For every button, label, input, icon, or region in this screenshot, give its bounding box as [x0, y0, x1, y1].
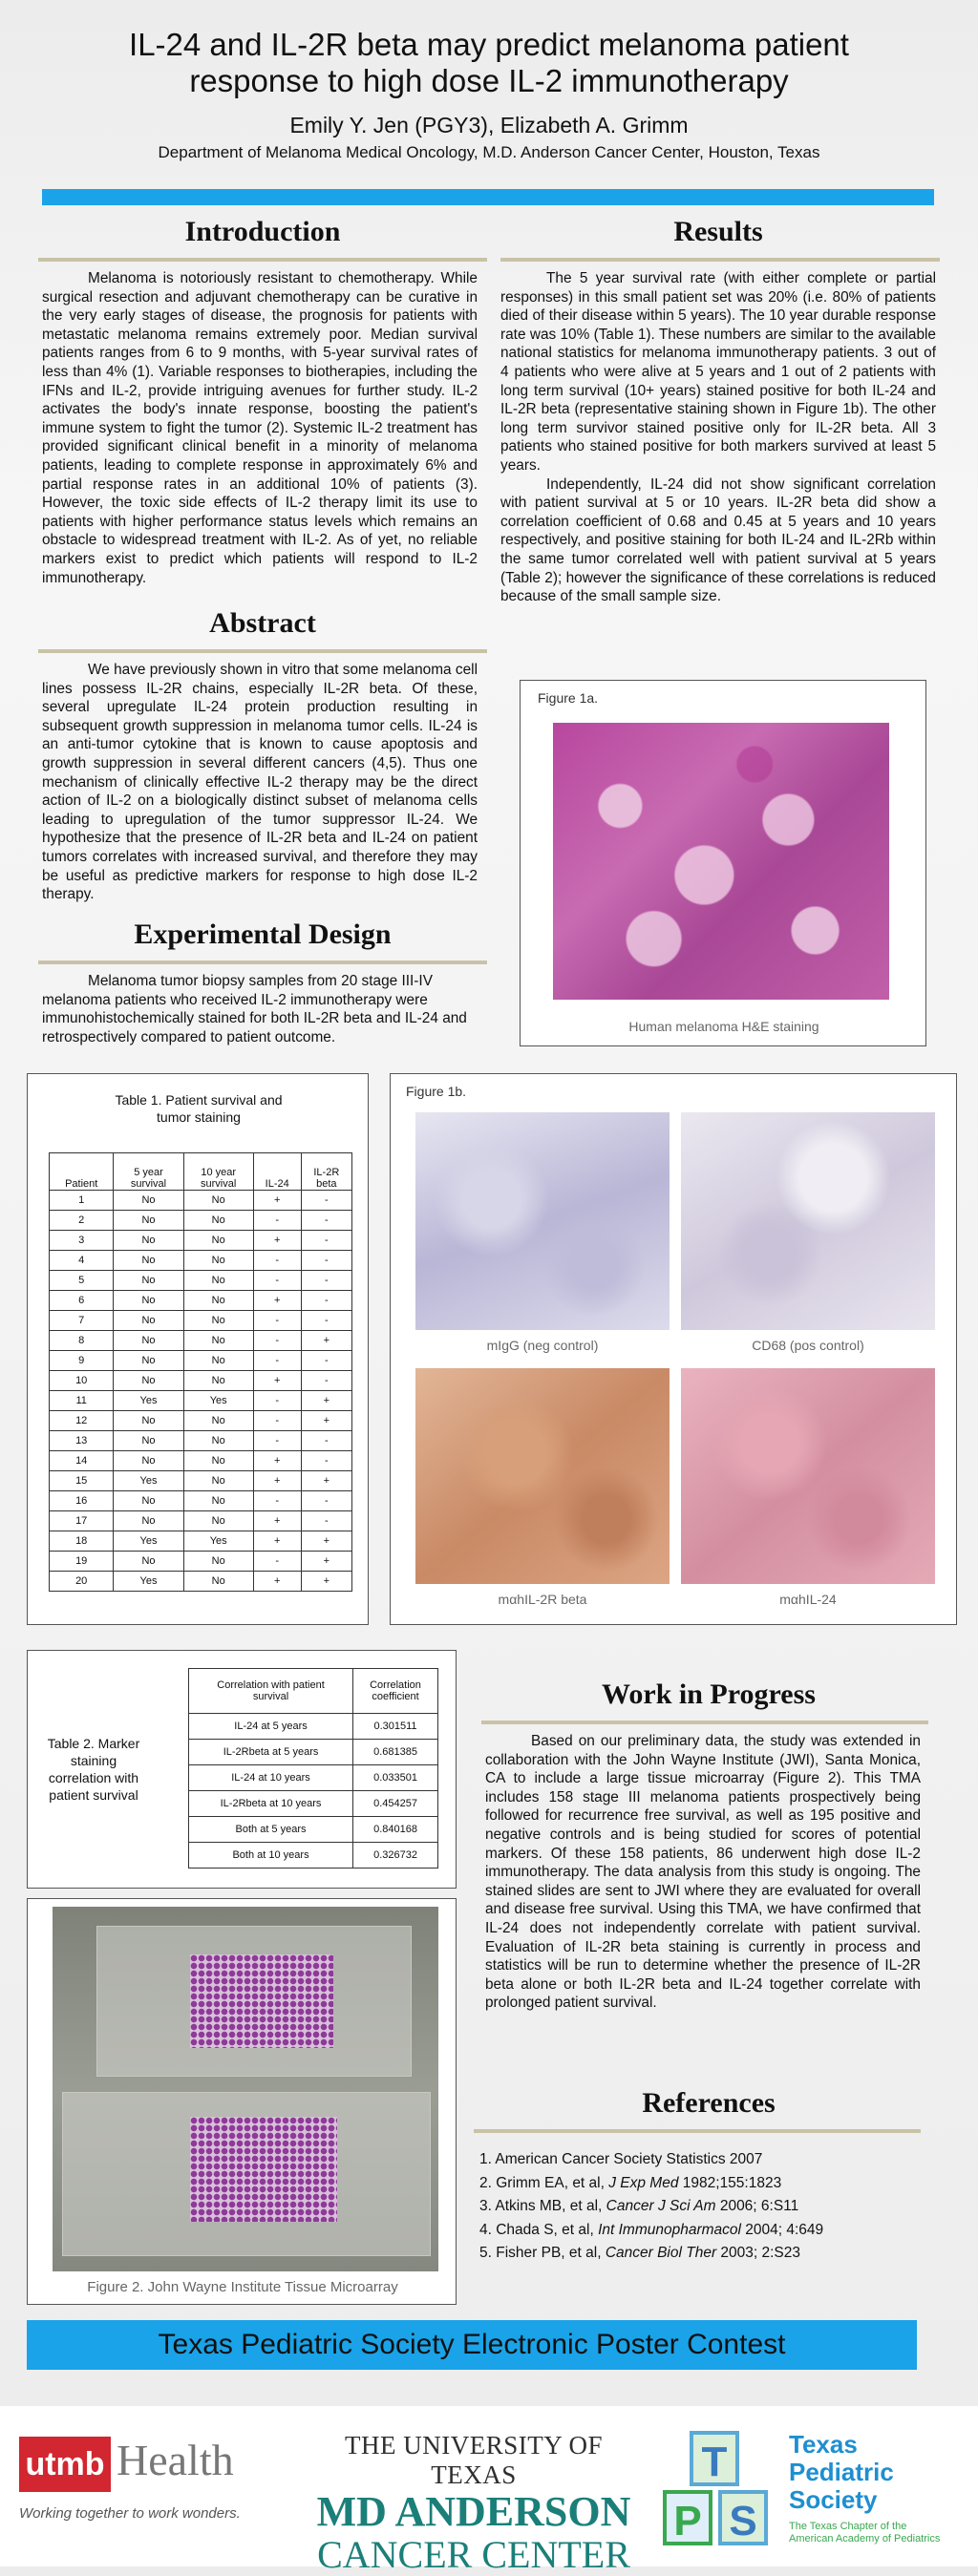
table-2-cell: Both at 5 years	[189, 1817, 353, 1843]
figure-1a	[520, 680, 926, 1046]
table-2-cell: 0.681385	[353, 1740, 438, 1765]
table-1-cell: -	[253, 1391, 301, 1411]
table-2-cell: Both at 10 years	[189, 1843, 353, 1869]
table-1-cell: +	[301, 1531, 351, 1552]
table-1-cell: -	[301, 1431, 351, 1451]
table-2-row	[189, 1817, 438, 1843]
table-1-cell: No	[183, 1511, 253, 1531]
table-1-cell: Yes	[114, 1572, 183, 1592]
table-2-cell: IL-2Rbeta at 5 years	[189, 1740, 353, 1765]
table-1-cell: -	[301, 1271, 351, 1291]
slide-2-array	[190, 2117, 337, 2222]
table-1-row	[50, 1331, 352, 1351]
title-line-1: IL-24 and IL-2R beta may predict melanoma patient	[129, 27, 849, 62]
results-text	[500, 269, 936, 606]
md-anderson-logo	[302, 2431, 646, 2576]
table-1-cell: 17	[50, 1511, 114, 1531]
table-1-cell: No	[114, 1291, 183, 1311]
table-1-cell: No	[183, 1411, 253, 1431]
table-1-header-row	[50, 1153, 352, 1191]
table-1-cell: +	[253, 1191, 301, 1211]
table-1-cell: 8	[50, 1331, 114, 1351]
table-2-cell: 0.326732	[353, 1843, 438, 1869]
table-1-cell: 13	[50, 1431, 114, 1451]
figure-1b-caption-2: CD68 (pos control)	[752, 1338, 864, 1353]
table-1-cell: Yes	[114, 1471, 183, 1491]
table-1-row	[50, 1291, 352, 1311]
reference-item: 3. Atkins MB, et al, Cancer J Sci Am 2006; 6:S11	[479, 2198, 799, 2214]
table-1-cell: -	[301, 1371, 351, 1391]
table-1-cell: Yes	[183, 1391, 253, 1411]
table-1-cell: 15	[50, 1471, 114, 1491]
table-2-row	[189, 1765, 438, 1791]
top-accent-bar	[42, 189, 934, 205]
table-1-row	[50, 1491, 352, 1511]
table-2-cell: 0.454257	[353, 1791, 438, 1817]
table-1-cell: No	[183, 1331, 253, 1351]
reference-item: 1. American Cancer Society Statistics 2007	[479, 2151, 763, 2167]
table-1-cell: -	[301, 1451, 351, 1471]
table-2-row	[189, 1791, 438, 1817]
table-1-row	[50, 1271, 352, 1291]
table-1-cell: +	[253, 1511, 301, 1531]
table-1-row	[50, 1391, 352, 1411]
table-1-cell: 20	[50, 1572, 114, 1592]
table-2-row	[189, 1740, 438, 1765]
results-rule	[500, 258, 940, 262]
results-heading: Results	[673, 216, 763, 247]
table-1-row	[50, 1451, 352, 1471]
table-1-cell: -	[301, 1311, 351, 1331]
table-1-cell: No	[114, 1491, 183, 1511]
table-1-cell: Yes	[114, 1531, 183, 1552]
results-paragraph-1: The 5 year survival rate (with either complete or partial responses) in this small patient set was 20% (i.e. 80% of patients died of their disease within 5 years). The 10 year durable response rate was 10% (Table 1). These numbers are similar to the available national statistics for melanoma immunotherapy patients. 3 out of 4 patients who were alive at 5 years and 1 out of 2 patients with long term survival (10+ years) stained positive for both IL-24 and IL-2R beta (representative staining shown in Figure 1b). The other long term survivor stained positive only for IL-2R beta. All 3 patients who stained positive for both markers survived at least 5 years.	[500, 270, 936, 474]
introduction-rule	[38, 258, 487, 262]
table-1-row	[50, 1251, 352, 1271]
table-1-cell: -	[253, 1311, 301, 1331]
table-1-cell: -	[253, 1491, 301, 1511]
table-1-cell: No	[183, 1491, 253, 1511]
table-2	[188, 1668, 438, 1869]
introduction-text: Melanoma is notoriously resistant to chemotherapy. While surgical resection and adjuvant chemotherapy can be curative in the very early stages of disease, the prognosis for patients with metastatic melanoma remains extremely poor. Median survival patients ranges from 6 to 9 months, with 5-year survival rates of less than 4% (1). Variable responses to biotherapies, including the IFNs and IL-2, provide intriguing avenues for further study. IL-2 activates the body's innate response, boosting the patient's immune system to fight the tumor (2). Systemic IL-2 treatment has provided significant clinical benefit in a minority of melanoma patients, leading to complete response in approximately 6% and partial response rates in an additional 10% of patients (3). However, the toxic side effects of IL-2 therapy limit its use to patients with higher performance status levels which remains an obstacle to widespread treatment with IL-2. As of yet, no reliable markers exist to predict which patients will respond to IL-2 immunotherapy.	[42, 270, 478, 586]
table-1-row	[50, 1311, 352, 1331]
table-1-cell: -	[253, 1251, 301, 1271]
reference-item: 2. Grimm EA, et al, J Exp Med 1982;155:1823	[479, 2174, 782, 2191]
table-1-cell: -	[253, 1351, 301, 1371]
experimental-design-rule	[38, 961, 487, 964]
table-1-cell: 9	[50, 1351, 114, 1371]
tps-block-t: T	[690, 2431, 739, 2486]
table-1-cell: +	[253, 1291, 301, 1311]
table-1-cell: 1	[50, 1191, 114, 1211]
footer-logos	[0, 2406, 978, 2576]
table-1-cell: +	[301, 1471, 351, 1491]
table-1-cell: +	[253, 1531, 301, 1552]
table-1-cell: +	[253, 1572, 301, 1592]
utmb-logo-box: utmb	[19, 2437, 111, 2492]
table-2-caption: Table 2. Marker staining correlation with patient survival	[47, 1736, 140, 1803]
figure-1b-label: Figure 1b.	[406, 1084, 467, 1099]
table-1-cell: No	[114, 1351, 183, 1371]
reference-item: 4. Chada S, et al, Int Immunopharmacol 2004; 4:649	[479, 2221, 824, 2238]
table-1-cell: No	[183, 1552, 253, 1572]
table-2-cell: 0.033501	[353, 1765, 438, 1791]
table-1-cell: 19	[50, 1552, 114, 1572]
table-1-cell: No	[114, 1331, 183, 1351]
table-1-cell: 10	[50, 1371, 114, 1391]
table-1-cell: No	[114, 1191, 183, 1211]
table-1-cell: No	[183, 1291, 253, 1311]
table-1-row	[50, 1511, 352, 1531]
slide-1-array	[190, 1954, 333, 2048]
table-1-cell: No	[183, 1431, 253, 1451]
table-1-cell: +	[301, 1572, 351, 1592]
tps-block-s: S	[718, 2490, 768, 2545]
tps-block-p: P	[663, 2490, 712, 2545]
table-1-row	[50, 1552, 352, 1572]
table-1-cell: -	[253, 1411, 301, 1431]
table-1-cell: -	[301, 1251, 351, 1271]
table-1-cell: +	[253, 1371, 301, 1391]
table-1-cell: 16	[50, 1491, 114, 1511]
tps-subtitle: The Texas Chapter of the American Academy of Pediatrics	[789, 2521, 941, 2544]
poster-title	[38, 27, 940, 99]
table-2-row	[189, 1843, 438, 1869]
il2r-beta-stain-image	[415, 1368, 670, 1584]
table-2-cell: IL-24 at 5 years	[189, 1714, 353, 1740]
table-2-cell: 0.301511	[353, 1714, 438, 1740]
table-1-cell: 12	[50, 1411, 114, 1431]
abstract-text: We have previously shown in vitro that some melanoma cell lines possess IL-2R chains, especially IL-2R beta. Of these, several upregulate IL-24 protein production resulting in subsequent growth suppression in melanoma tumor cells. IL-24 is an anti-tumor cytokine that is known to cause apoptosis and growth suppression in several different cancers (4,5). Thus one mechanism of clinically effective IL-2 therapy may be the direct action of IL-2 on a biologically distinct subset of melanoma cells leading to upregulation of the tumor suppressor IL-24. We hypothesize that the presence of IL-2R beta and IL-24 on patient tumors correlates with increased survival, and therefore they may be useful as predictive markers for response to high dose IL-2 therapy.	[42, 662, 478, 903]
table-1-header-cell: IL-2R beta	[301, 1153, 351, 1191]
table-1-cell: +	[301, 1331, 351, 1351]
table-1-cell: No	[183, 1191, 253, 1211]
figure-1b-caption-1: mIgG (neg control)	[486, 1338, 599, 1353]
table-1-row	[50, 1191, 352, 1211]
table-1-cell: 6	[50, 1291, 114, 1311]
table-1-row	[50, 1531, 352, 1552]
il24-stain-image	[681, 1368, 935, 1584]
table-1-cell: -	[253, 1431, 301, 1451]
utmb-tagline: Working together to work wonders.	[19, 2505, 241, 2522]
authors: Emily Y. Jen (PGY3), Elizabeth A. Grimm	[289, 113, 689, 137]
table-2-box	[27, 1650, 457, 1889]
table-1-cell: 5	[50, 1271, 114, 1291]
table-1-cell: No	[183, 1211, 253, 1231]
table-1-row	[50, 1371, 352, 1391]
references-list	[479, 2148, 928, 2266]
table-1	[49, 1152, 352, 1592]
work-in-progress-heading: Work in Progress	[602, 1679, 816, 1710]
table-1-cell: No	[183, 1371, 253, 1391]
table-1-cell: No	[183, 1251, 253, 1271]
table-1-cell: +	[301, 1411, 351, 1431]
table-1-row	[50, 1411, 352, 1431]
figure-2	[27, 1898, 457, 2305]
table-1-cell: No	[114, 1552, 183, 1572]
utmb-health-text: Health	[117, 2436, 234, 2484]
table-1-header-cell: Patient	[50, 1153, 114, 1191]
mlgg-stain-image	[415, 1112, 670, 1330]
contest-banner: Texas Pediatric Society Electronic Poster Contest	[27, 2320, 917, 2370]
tps-name: Texas Pediatric Society	[789, 2430, 894, 2514]
table-2-header-cell: Correlation with patient survival	[189, 1669, 353, 1714]
table-1-cell: -	[301, 1291, 351, 1311]
introduction-heading: Introduction	[184, 216, 341, 247]
table-1-cell: 14	[50, 1451, 114, 1471]
table-1-cell: No	[114, 1431, 183, 1451]
table-1-cell: No	[183, 1451, 253, 1471]
table-1-cell: 7	[50, 1311, 114, 1331]
table-1-row	[50, 1431, 352, 1451]
tissue-microarray-photo	[53, 1907, 438, 2271]
reference-item: 5. Fisher PB, et al, Cancer Biol Ther 2003; 2:S23	[479, 2245, 801, 2261]
table-1-cell: No	[114, 1231, 183, 1251]
table-2-cell: 0.840168	[353, 1817, 438, 1843]
table-1-cell: 11	[50, 1391, 114, 1411]
table-1-cell: +	[253, 1451, 301, 1471]
table-1-cell: -	[301, 1191, 351, 1211]
table-1-cell: No	[183, 1311, 253, 1331]
table-1-cell: No	[114, 1411, 183, 1431]
table-2-row	[189, 1714, 438, 1740]
table-1-cell: +	[301, 1552, 351, 1572]
table-1-row	[50, 1572, 352, 1592]
abstract-rule	[38, 649, 487, 653]
ut-line-2: MD ANDERSON	[316, 2488, 631, 2535]
table-1-cell: -	[301, 1211, 351, 1231]
table-1-cell: No	[183, 1471, 253, 1491]
figure-2-caption: Figure 2. John Wayne Institute Tissue Microarray	[87, 2279, 398, 2295]
table-2-cell: IL-2Rbeta at 10 years	[189, 1791, 353, 1817]
table-1-cell: 3	[50, 1231, 114, 1251]
table-1-cell: -	[253, 1211, 301, 1231]
table-1-cell: +	[253, 1231, 301, 1251]
figure-1b-caption-3: mαhIL-2R beta	[498, 1592, 587, 1607]
table-1-cell: 4	[50, 1251, 114, 1271]
table-2-header-cell: Correlation coefficient	[353, 1669, 438, 1714]
table-1-cell: Yes	[183, 1531, 253, 1552]
work-in-progress-rule	[481, 1721, 928, 1724]
table-1-cell: +	[301, 1391, 351, 1411]
table-1-row	[50, 1211, 352, 1231]
department: Department of Melanoma Medical Oncology, M.D. Anderson Cancer Center, Houston, Texas	[158, 143, 820, 161]
table-1-cell: -	[253, 1331, 301, 1351]
figure-1b	[390, 1073, 957, 1625]
he-stain-image	[553, 723, 889, 1000]
table-1-cell: 18	[50, 1531, 114, 1552]
table-1-cell: No	[183, 1572, 253, 1592]
table-1-caption: Table 1. Patient survival and tumor staining	[115, 1092, 283, 1125]
table-1-cell: No	[114, 1311, 183, 1331]
figure-1a-caption: Human melanoma H&E staining	[628, 1019, 819, 1034]
table-1-header-cell: 10 year survival	[183, 1153, 253, 1191]
table-1-cell: No	[114, 1511, 183, 1531]
tps-blocks-icon	[659, 2431, 772, 2553]
experimental-design-heading: Experimental Design	[134, 918, 392, 950]
table-1-cell: -	[301, 1491, 351, 1511]
table-1-cell: 2	[50, 1211, 114, 1231]
table-1-cell: No	[114, 1271, 183, 1291]
table-1-cell: -	[253, 1552, 301, 1572]
table-1-cell: No	[183, 1271, 253, 1291]
figure-1a-label: Figure 1a.	[538, 690, 599, 706]
table-1-cell: Yes	[114, 1391, 183, 1411]
table-1-row	[50, 1351, 352, 1371]
table-2-header-row	[189, 1669, 438, 1714]
table-1-cell: No	[114, 1451, 183, 1471]
table-1-cell: No	[183, 1231, 253, 1251]
table-1-cell: -	[253, 1271, 301, 1291]
title-line-2: response to high dose IL-2 immunotherapy	[189, 63, 789, 98]
references-heading: References	[642, 2087, 776, 2119]
table-1-row	[50, 1231, 352, 1251]
references-rule	[474, 2129, 921, 2133]
table-1-cell: -	[301, 1351, 351, 1371]
table-1-cell: No	[183, 1351, 253, 1371]
table-1-cell: -	[301, 1511, 351, 1531]
ut-line-1: THE UNIVERSITY OF TEXAS	[345, 2431, 603, 2489]
experimental-design-text: Melanoma tumor biopsy samples from 20 stage III-IV melanoma patients who received IL-2 immunotherapy were immunohistochemically stained for both IL-2R beta and IL-24 and retrospectively compared to patient outcome.	[42, 973, 467, 1045]
table-1-header-cell: IL-24	[253, 1153, 301, 1191]
table-1-header-cell: 5 year survival	[114, 1153, 183, 1191]
table-1-row	[50, 1471, 352, 1491]
table-1-cell: No	[114, 1371, 183, 1391]
table-2-cell: IL-24 at 10 years	[189, 1765, 353, 1791]
table-1-cell: No	[114, 1251, 183, 1271]
abstract-heading: Abstract	[209, 607, 316, 639]
cd68-stain-image	[681, 1112, 935, 1330]
figure-1b-caption-4: mαhIL-24	[779, 1592, 837, 1607]
table-1-cell: -	[301, 1231, 351, 1251]
work-in-progress-text: Based on our preliminary data, the study was extended in collaboration with the John Wayne Institute (JWI), Santa Monica, CA to include a large tissue microarray (Figure 2). This TMA includes 158 stage III melanoma patients prospectively being followed for recurrence free survival, as well as 195 positive and negative controls and is being studied for scores of potential markers. Of these 158 patients, 86 underwent high dose IL-2 immunotherapy. The data analysis from this study is ongoing. The stained slides are sent to JWI where they are evaluated for overall and disease free survival. Using this TMA, we have confirmed that IL-24 does not independently correlate with patient survival. Evaluation of IL-2R beta staining is currently in process and statistics will be run to determine whether the presence of IL-2R beta alone or both IL-2R beta and IL-24 together correlate with prolonged patient survival.	[485, 1733, 921, 2012]
ut-line-3: CANCER CENTER	[317, 2533, 630, 2576]
table-1-box	[27, 1073, 369, 1625]
results-paragraph-2: Independently, IL-24 did not show significant correlation with patient survival at 5 or 10 years. IL-2R beta did show a correlation coefficient of 0.68 and 0.45 at 5 years and 10 years respectively, and positive staining for both IL-24 and IL-2Rb within the same tumor correlated well with patient survival at 5 years (Table 2); however the significance of these correlations is reduced because of the small sample size.	[500, 475, 936, 605]
table-1-cell: No	[114, 1211, 183, 1231]
table-1-cell: +	[253, 1471, 301, 1491]
